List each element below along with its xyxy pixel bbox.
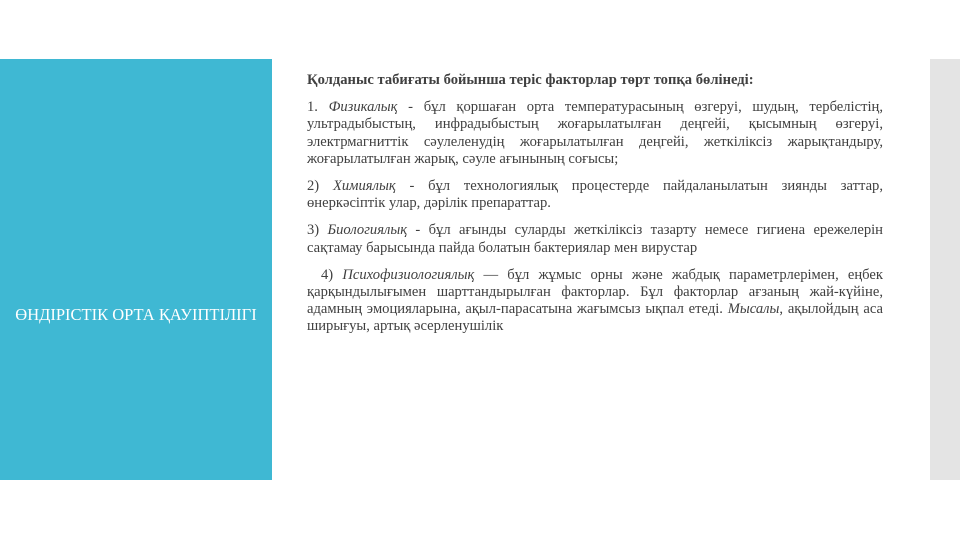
factor-physical [307, 99, 883, 168]
slide-title: ӨНДІРІСТІК ОРТА ҚАУІПТІЛІГІ [15, 305, 257, 324]
lead-paragraph: Қолданыс табиғаты бойынша теріс факторлар төрт топқа бөлінеді: [307, 72, 754, 88]
example-term: Мысалы [727, 301, 780, 318]
item-term: Физикалық [328, 99, 398, 116]
item-number: 3) [307, 222, 320, 239]
factor-biological [307, 222, 883, 256]
item-text: - бұл ағынды суларды жеткіліксіз тазарту немесе гигиена ережелерін сақтамау барысында пайда болатын бактериялар мен вирустар [307, 222, 883, 256]
title-panel [0, 59, 272, 480]
item-number: 1. [307, 99, 318, 116]
factor-psychophysiological [307, 267, 883, 336]
item-term: Химиялық [332, 178, 396, 195]
item-text: - бұл технологиялық процестерде пайдаланылатын зиянды заттар, өнеркәсіптік улар, дәрілік препараттар. [307, 178, 883, 212]
slide-body [307, 72, 883, 346]
item-number: 2) [307, 178, 320, 195]
side-accent-bar [930, 59, 960, 480]
item-term: Биологиялық [327, 222, 408, 239]
item-text: — бұл жұмыс орны және жабдық параметрлерімен, еңбек қарқындылығымен шарттандырылған факторлар. Бұл факторлар ағзаның жай-күйіне, адамның эмоцияларына, ақыл-парасатына жағымсыз ықпал етеді. [307, 266, 883, 318]
example-text: , ақылойдың аса ширығуы, артық әсерленушілік [307, 301, 883, 335]
factor-chemical [307, 178, 883, 212]
item-term: Психофизиологиялық [342, 266, 475, 283]
item-number: 4) [321, 266, 334, 283]
item-text: - бұл қоршаған орта температурасының өзгеруі, шудың, тербелістің, ультрадыбыстың, инфрадыбыстың жоғарылатылған деңгейі, қысымның өзгеруі, электрмагниттік сәулеленудің жоғарылатылған деңгейі, жеткіліксіз жарықтандыру, жоғарылатылған жарық, сәуле ағынының соғысы; [307, 99, 883, 167]
